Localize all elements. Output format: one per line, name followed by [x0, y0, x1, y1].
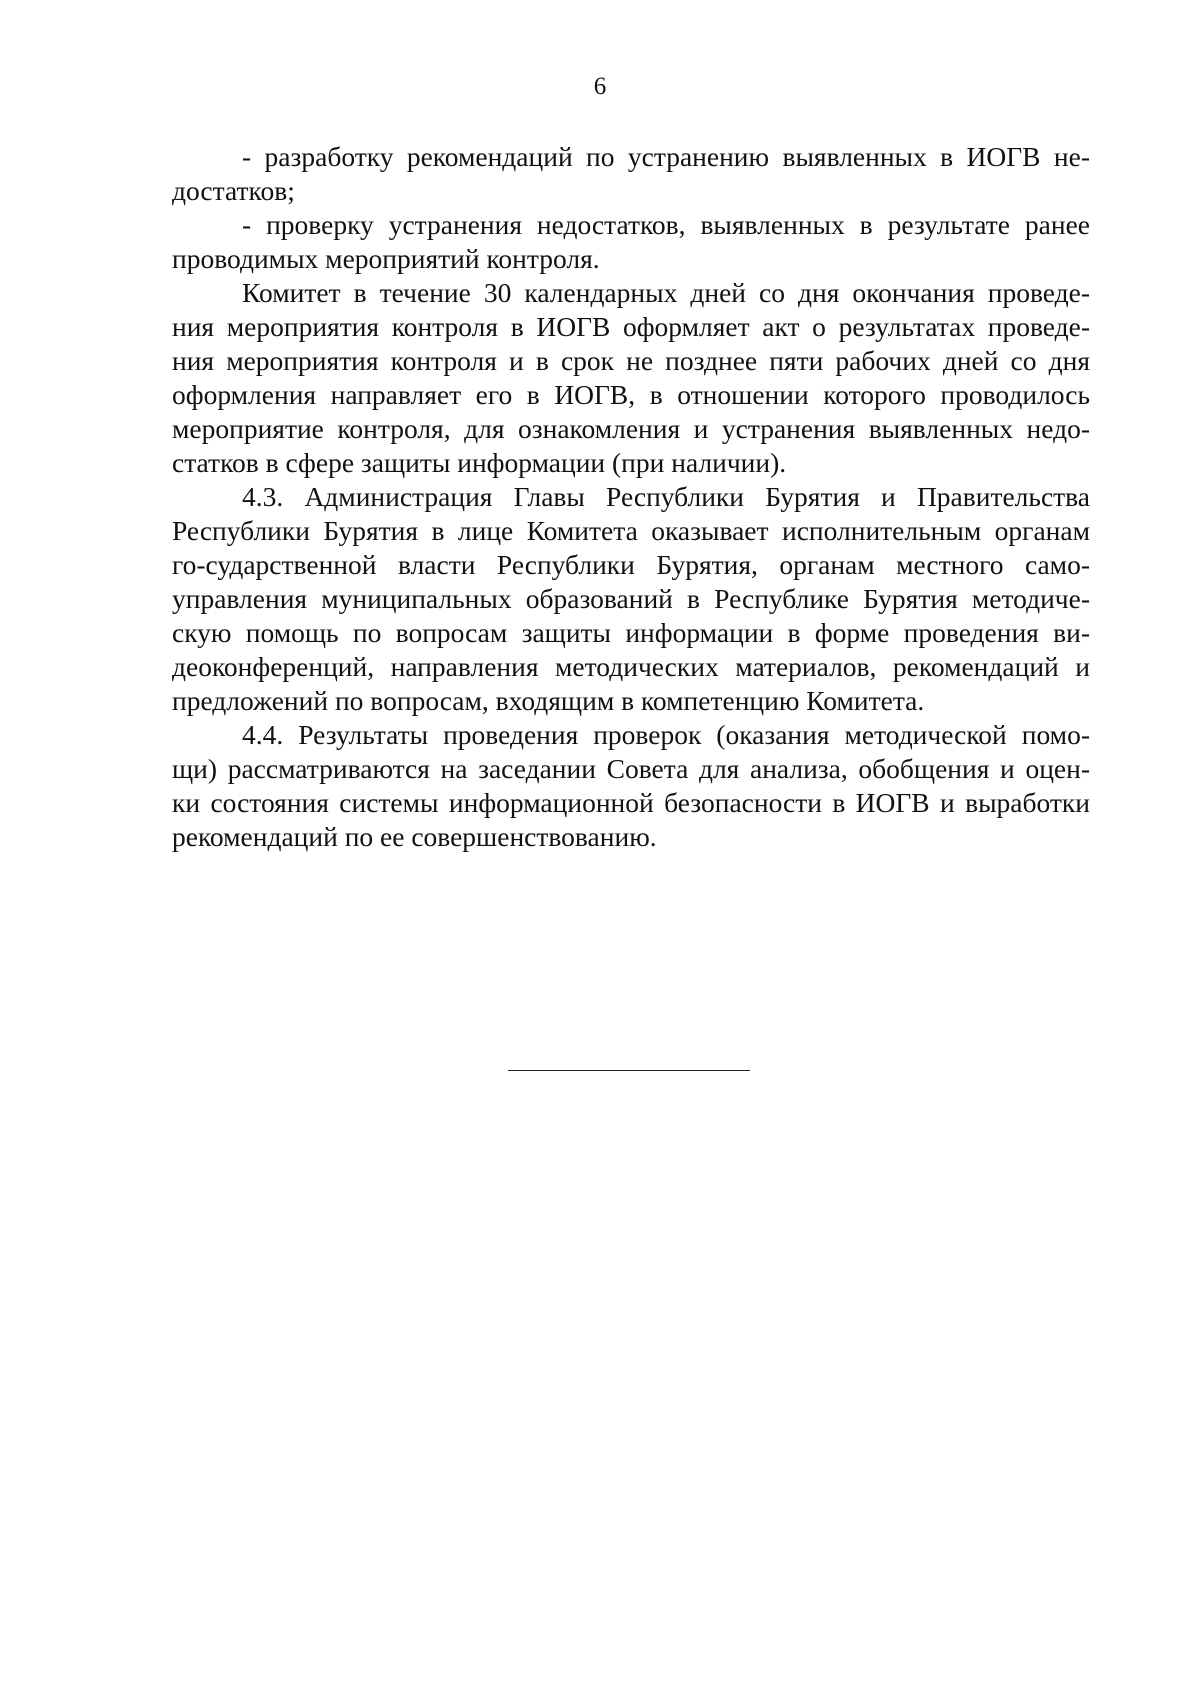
paragraph-section-4-3 [172, 480, 1090, 718]
text-line: деоконференций, направления методических материалов, рекомендаций и [172, 651, 1090, 682]
text-line: Республики Бурятия в лице Комитета оказывает исполнительным органам [172, 515, 1090, 546]
text-line: оформления направляет его в ИОГВ, в отношении которого проводилось [172, 379, 1090, 410]
text-line: - проверку устранения недостатков, выявленных в результате ранее [242, 209, 1090, 240]
text-line: проводимых мероприятий контроля. [172, 243, 600, 274]
text-line: статков в сфере защиты информации (при наличии). [172, 447, 787, 478]
text-line: 4.3. Администрация Главы Республики Бурятия и Правительства [242, 481, 1090, 512]
text-line: достатков; [172, 175, 295, 206]
text-line: скую помощь по вопросам защиты информации в форме проведения ви- [172, 617, 1090, 648]
paragraph-committee-act [172, 276, 1090, 480]
page-number: 6 [593, 73, 607, 100]
text-line: рекомендаций по ее совершенствованию. [172, 821, 657, 852]
text-line: мероприятие контроля, для ознакомления и устранения выявленных недо- [172, 413, 1090, 444]
text-line: предложений по вопросам, входящим в компетенцию Комитета. [172, 685, 925, 716]
text-line: ния мероприятия контроля в ИОГВ оформляет акт о результатах проведе- [172, 311, 1090, 342]
text-line: 4.4. Результаты проведения проверок (оказания методической помо- [242, 719, 1090, 750]
text-line: ки состояния системы информационной безопасности в ИОГВ и выработки [172, 787, 1090, 818]
text-line: - разработку рекомендаций по устранению выявленных в ИОГВ не- [242, 141, 1090, 172]
paragraph-section-4-4 [172, 718, 1090, 854]
text-line: ния мероприятия контроля и в срок не позднее пяти рабочих дней со дня [172, 345, 1090, 376]
document-body [172, 140, 1090, 854]
end-separator-line [508, 1070, 750, 1071]
paragraph-verification-item [172, 208, 1090, 276]
text-line: щи) рассматриваются на заседании Совета для анализа, обобщения и оцен- [172, 753, 1090, 784]
text-line: управления муниципальных образований в Республике Бурятия методиче- [172, 583, 1090, 614]
text-line: го-сударственной власти Республики Бурятия, органам местного само- [172, 549, 1090, 580]
text-line: Комитет в течение 30 календарных дней со дня окончания проведе- [242, 277, 1090, 308]
paragraph-recommendations-item [172, 140, 1090, 208]
